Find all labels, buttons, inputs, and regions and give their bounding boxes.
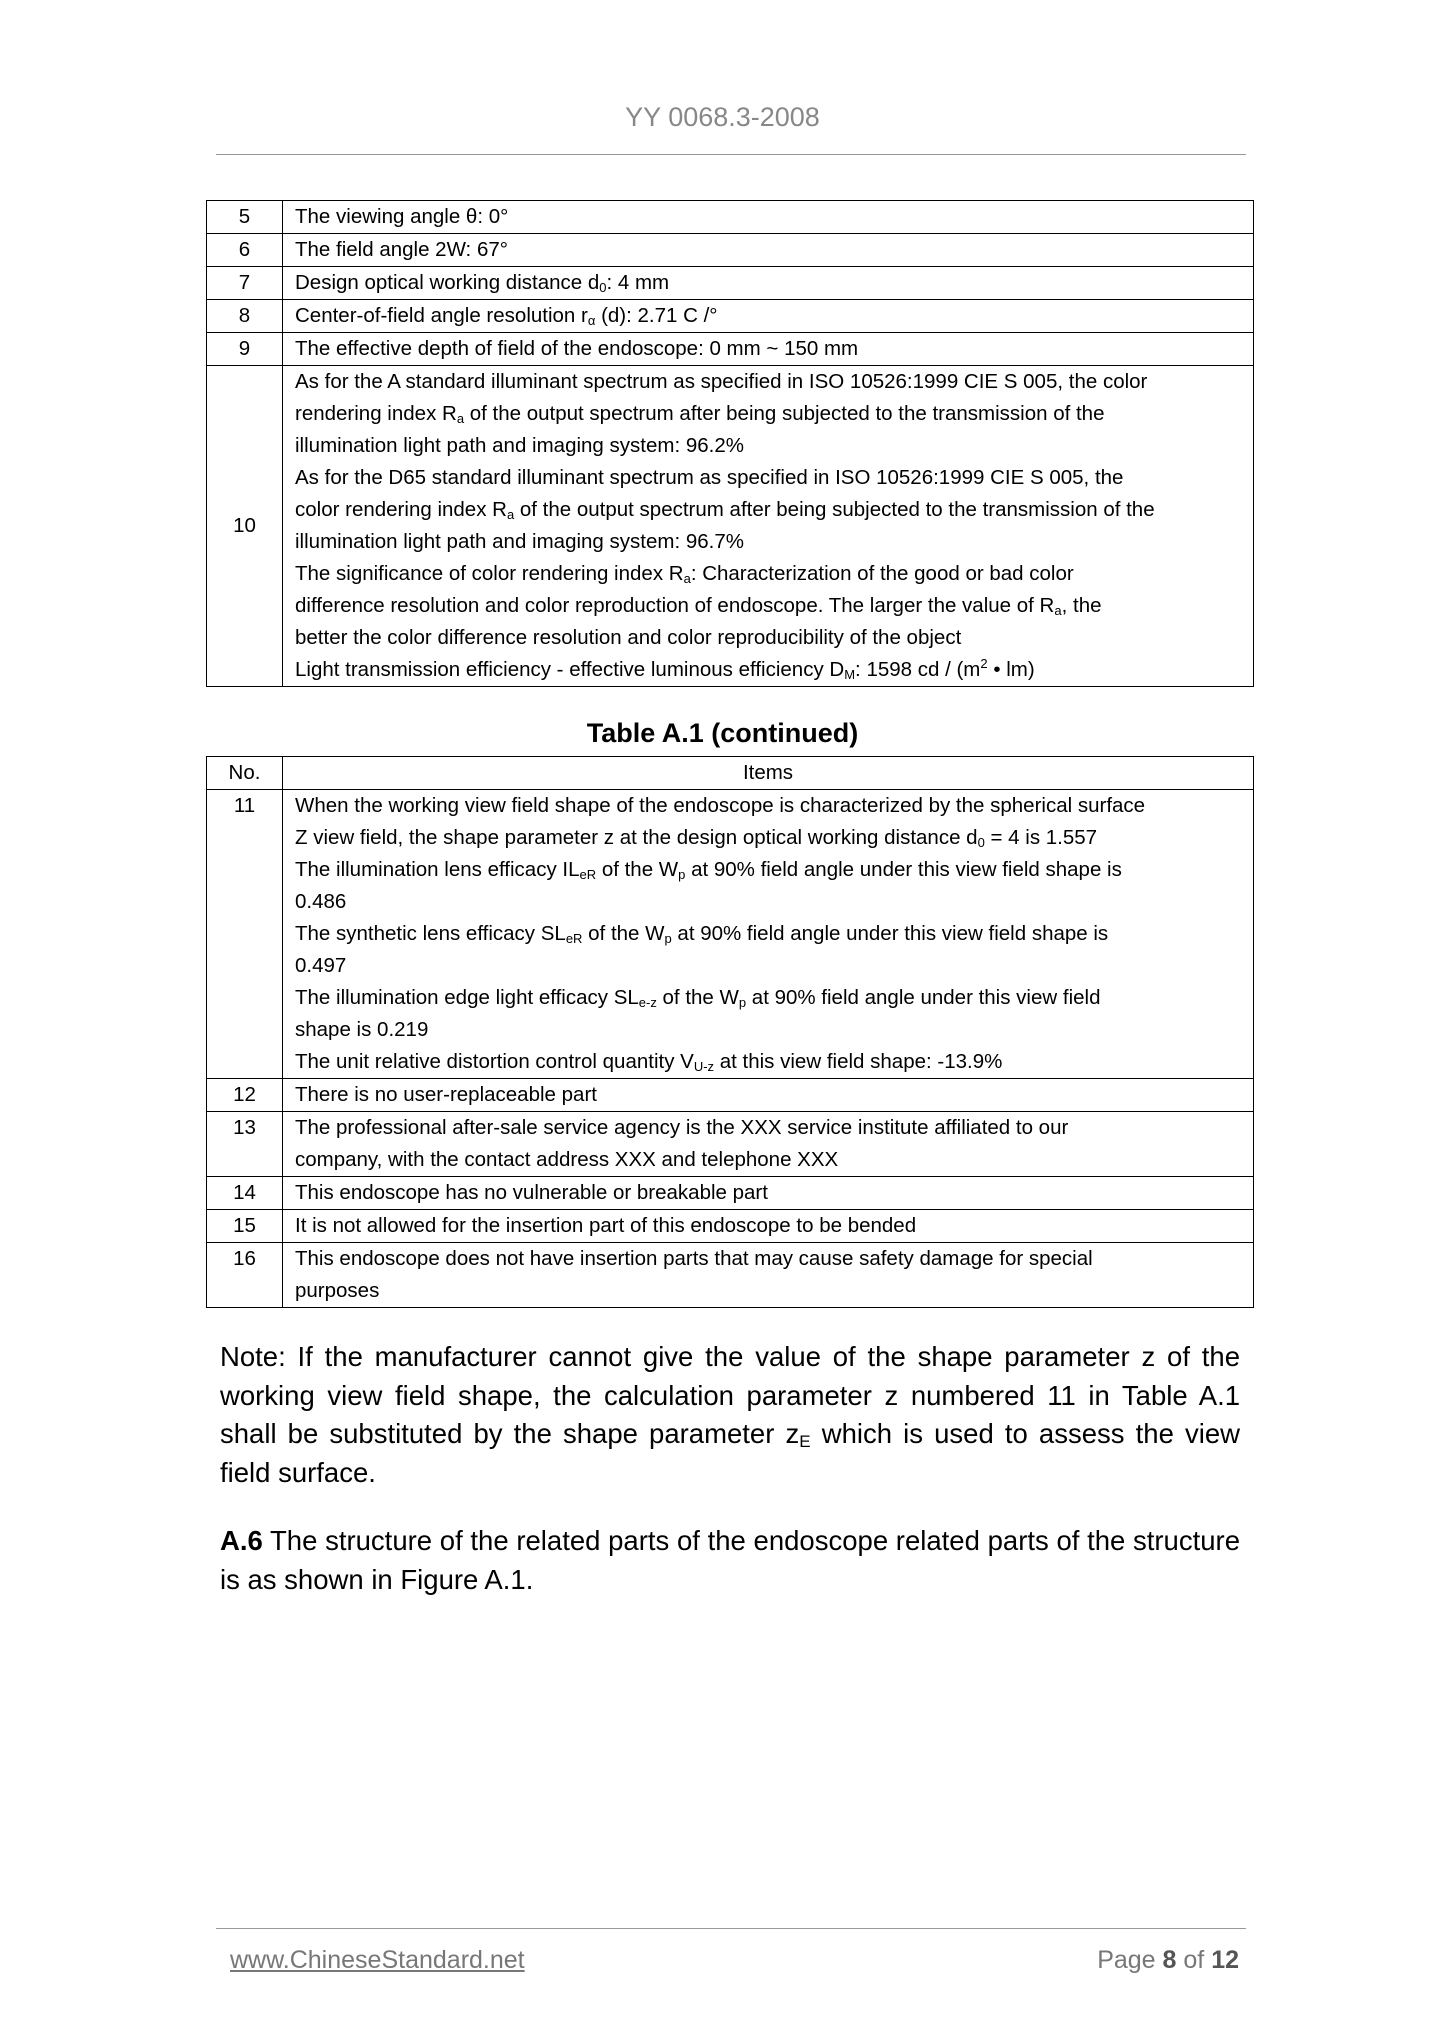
table-row <box>207 333 1254 366</box>
table-row <box>207 1177 1254 1210</box>
footer-website-link[interactable]: www.ChineseStandard.net <box>230 1946 525 1974</box>
row-number: 10 <box>207 366 283 687</box>
row-number: 5 <box>207 201 283 234</box>
row-item: As for the A standard illuminant spectrum as specified in ISO 10526:1999 CIE S 005, the color rendering index $R_a$ of the output spectrum after being subjected to the transmission of the illumination light path and imaging system: 96.2% As for the D65 standard illuminant spectrum as specified in ISO 10526:1999 CIE S 005, the color rendering index $R_a$ of the output spectrum after being subjected to the transmission of the illumination light path and imaging system: 96.7% The significance of color rendering index $R_a$: Characterization of the good or bad color difference resolution and color reproduction of endoscope. The larger the value of $R_a$, the better the color difference resolution and color reproducibility of the object Light transmission efficiency - effective luminous efficiency $D_M$: 1598 cd / ($m^2$ • lm) <box>283 366 1254 687</box>
document-id-header: YY 0068.3-2008 <box>625 102 820 132</box>
table-row <box>207 300 1254 333</box>
row-number: 12 <box>207 1079 283 1112</box>
table-caption: Table A.1 (continued) <box>586 718 859 748</box>
row-number: 7 <box>207 267 283 300</box>
header-divider <box>216 154 1246 155</box>
row-number: 14 <box>207 1177 283 1210</box>
row-number: 16 <box>207 1243 283 1308</box>
column-header-no: No. <box>207 757 283 790</box>
column-header-items: Items <box>283 757 1254 790</box>
row-item: When the working view field shape of the endoscope is characterized by the spherical surface Z view field, the shape parameter z at the design optical working distance $d_0 = 4$ is 1.557 The illumination lens efficacy $IL_{eR}$ of the $W_p$ at 90% field angle under this view field shape is 0.486 The synthetic lens efficacy $SL_{eR}$ of the $W_p$ at 90% field angle under this view field shape is 0.497 The illumination edge light efficacy $SL_{e-z}$ of the $W_p$ at 90% field angle under this view field shape is 0.219 The unit relative distortion control quantity $V_{U-z}$ at this view field shape: -13.9% <box>283 790 1254 1079</box>
row-item: The effective depth of field of the endoscope: 0 mm ~ 150 mm <box>283 333 1254 366</box>
clause-number: A.6 <box>220 1525 263 1556</box>
table-row <box>207 201 1254 234</box>
row-item: The field angle 2W: 67° <box>283 234 1254 267</box>
table-row <box>207 366 1254 687</box>
table-header-row <box>207 757 1254 790</box>
row-item: The viewing angle θ: 0° <box>283 201 1254 234</box>
row-number: 11 <box>207 790 283 1079</box>
row-item: Center-of-field angle resolution $r_\alpha$ (d): 2.71 C /° <box>283 300 1254 333</box>
row-number: 9 <box>207 333 283 366</box>
row-number: 6 <box>207 234 283 267</box>
row-item: It is not allowed for the insertion part of this endoscope to be bended <box>283 1210 1254 1243</box>
clause-a6-paragraph: A.6 The structure of the related parts of the endoscope related parts of the structure is as shown in Figure A.1. <box>220 1525 1240 1595</box>
row-item: This endoscope has no vulnerable or breakable part <box>283 1177 1254 1210</box>
row-number: 15 <box>207 1210 283 1243</box>
table-row <box>207 790 1254 1079</box>
row-item: There is no user-replaceable part <box>283 1079 1254 1112</box>
row-number: 13 <box>207 1112 283 1177</box>
table-a1-continued <box>206 756 1254 1308</box>
page-number: Page 8 of 12 <box>1097 1946 1239 1974</box>
table-row <box>207 267 1254 300</box>
table-row <box>207 1243 1254 1308</box>
table-row <box>207 1210 1254 1243</box>
footer-divider <box>216 1928 1246 1929</box>
table-row <box>207 234 1254 267</box>
row-number: 8 <box>207 300 283 333</box>
row-item: Design optical working distance $d_0$: 4 mm <box>283 267 1254 300</box>
table-row <box>207 1079 1254 1112</box>
row-item: This endoscope does not have insertion parts that may cause safety damage for special purposes <box>283 1243 1254 1308</box>
table-a1-part <box>206 200 1254 687</box>
table-row <box>207 1112 1254 1177</box>
note-paragraph: Note: If the manufacturer cannot give the value of the shape parameter z of the working view field shape, the calculation parameter z numbered 11 in Table A.1 shall be substituted by the shape parameter zE which is used to assess the view field surface. <box>220 1341 1240 1488</box>
row-item: The professional after-sale service agency is the XXX service institute affiliated to our company, with the contact address XXX and telephone XXX <box>283 1112 1254 1177</box>
